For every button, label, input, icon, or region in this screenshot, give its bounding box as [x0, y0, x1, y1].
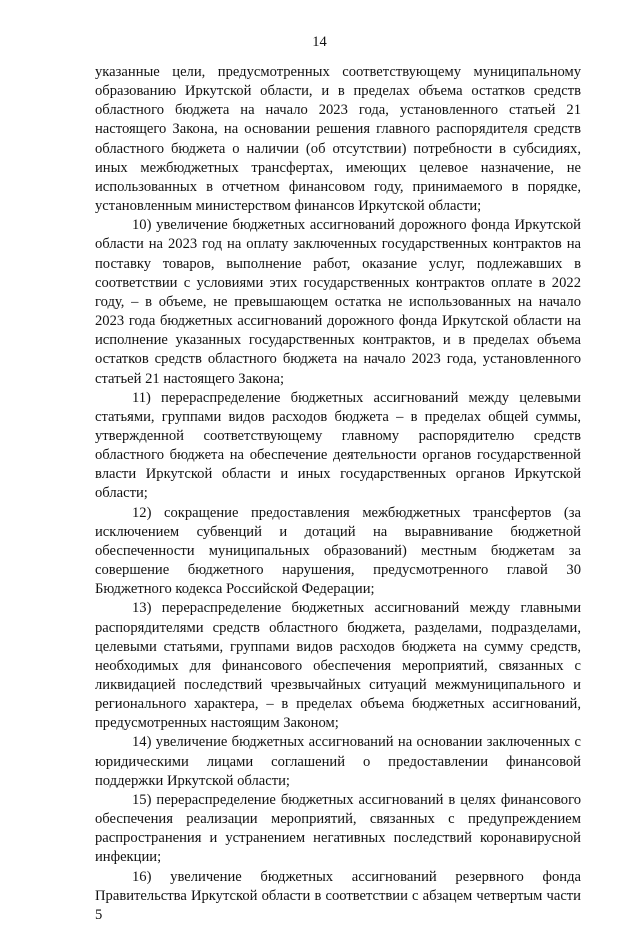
- paragraph-item-13: 13) перераспределение бюджетных ассигнований между главными распорядителями средств областного бюджета, разделами, подразделами, целевыми статьями, группами видов расходов бюджета на сумму средств, необходимых для финансового обеспечения мероприятий, связанных с ликвидацией последствий чрезвычайных ситуаций межмуниципального и регионального характера, – в пределах объема бюджетных ассигнований, предусмотренных настоящим Законом;: [95, 600, 581, 732]
- paragraph-item-15: 15) перераспределение бюджетных ассигнований в целях финансового обеспечения реализации мероприятий, связанных с предупреждением распространения и устранением негативных последствий коронавирусной инфекции;: [95, 791, 581, 866]
- paragraph-item-16: 16) увеличение бюджетных ассигнований резервного фонда Правительства Иркутской области в соответствии с абзацем четвертым части 5: [95, 868, 581, 923]
- page-number: 14: [312, 34, 327, 50]
- paragraph-continued: указанные цели, предусмотренных соответствующему муниципальному образованию Иркутской области, и в пределах объема остатков средств областного бюджета на начало 2023 года, установленного статьей 21 настоящего Закона, на основании решения главного распорядителя средств областного бюджета о наличии (об отсутствии) потребности в субсидиях, иных межбюджетных трансфертах, имеющих целевое назначение, не использованных в отчетном финансовом году, принимаемого в порядке, установленным министерством финансов Иркутской области;: [95, 64, 581, 215]
- document-body: [95, 63, 581, 925]
- paragraph-item-12: 12) сокращение предоставления межбюджетных трансфертов (за исключением субвенций и дотаций на выравнивание бюджетной обеспеченности муниципальных образований) местным бюджетам за совершение бюджетного нарушения, предусмотренного главой 30 Бюджетного кодекса Российской Федерации;: [95, 504, 581, 598]
- paragraph-item-10: 10) увеличение бюджетных ассигнований дорожного фонда Иркутской области на 2023 год на оплату заключенных государственных контрактов на поставку товаров, выполнение работ, оказание услуг, подлежавших в соответствии с условиями этих государственных контрактов оплате в 2022 году, – в объеме, не превышающем остатка не использованных на начало 2023 года бюджетных ассигнований дорожного фонда Иркутской области на исполнение указанных государственных контрактов, и в пределах объема остатков средств областного бюджета на начало 2023 года, установленного статьей 21 настоящего Закона;: [95, 217, 581, 387]
- paragraph-item-14: 14) увеличение бюджетных ассигнований на основании заключенных с юридическими лицами соглашений о предоставлении финансовой поддержки Иркутской области;: [95, 734, 581, 789]
- paragraph-item-11: 11) перераспределение бюджетных ассигнований между целевыми статьями, группами видов расходов бюджета – в пределах общей суммы, утвержденной соответствующему главному распорядителю средств областного бюджета на обеспечение деятельности органов государственной власти Иркутской области и иных государственных органов Иркутской области;: [95, 389, 581, 502]
